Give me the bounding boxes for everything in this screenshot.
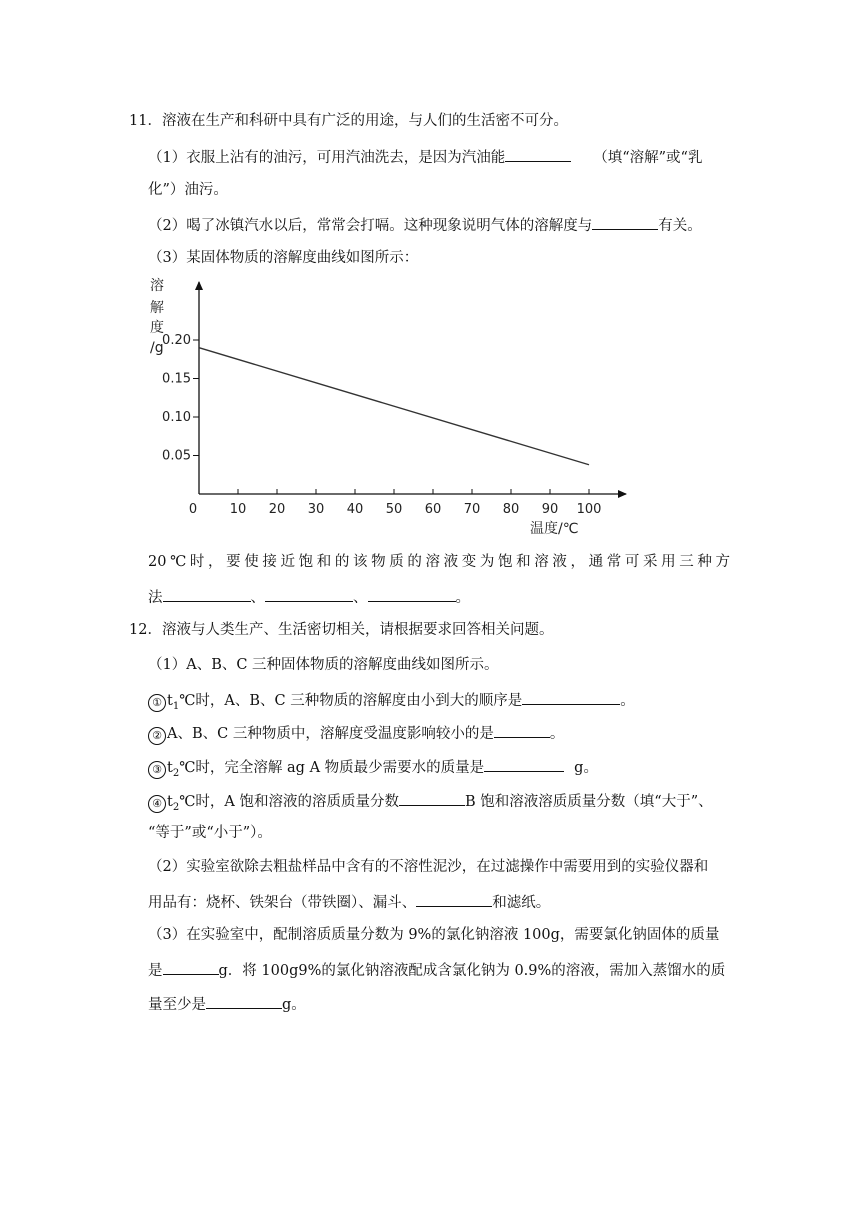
q12-blank-7[interactable]: [206, 993, 282, 1009]
q12-part2-line1: （2）实验室欲除去粗盐样品中含有的不溶性泥沙，在过滤操作中需要用到的实验仪器和: [148, 859, 709, 875]
circled-number-2: ②: [148, 727, 166, 745]
q11-blank-3[interactable]: [163, 586, 251, 602]
q11-part1-line1: [148, 146, 702, 168]
x-tick-label: 30: [307, 502, 325, 517]
q12-part3-text: g．将 100g9%的氯化钠溶液配成含氯化钠为 0.9%的溶液，需加入蒸馏水的质: [218, 963, 726, 979]
q11-part4-line2: [148, 586, 470, 608]
y-tick-label: 0.05: [162, 448, 191, 464]
x-tick-label: 100: [576, 502, 602, 517]
x-axis-label: 温度/℃: [530, 521, 579, 537]
q12-part3-line3: [148, 993, 306, 1015]
q11-part4-line1: 20℃时，要使接近饱和的该物质的溶液变为饱和溶液，通常可采用三种方: [148, 554, 730, 570]
q12-item3-sub: 2: [172, 767, 180, 779]
q12-part3-line1: （3）在实验室中，配制溶质质量分数为 9%的氯化钠溶液 100g，需要氯化钠固体的质量: [148, 927, 720, 943]
circled-number-4: ④: [148, 795, 166, 813]
q11-blank-1[interactable]: [505, 146, 571, 162]
x-tick-label: 80: [502, 502, 520, 517]
x-tick-label: 60: [424, 502, 442, 517]
q11-part2-text: （2）喝了冰镇汽水以后，常常会打嗝。这种现象说明气体的溶解度与: [148, 218, 593, 234]
q12-item1-text: ℃时，A、B、C 三种物质的溶解度由小到大的顺序是: [179, 693, 523, 709]
x-tick-label: 40: [346, 502, 364, 517]
y-tick-label: 0.20: [162, 333, 191, 348]
q12-item1-sub: 1: [172, 700, 180, 712]
q11-blank-4[interactable]: [265, 586, 353, 602]
y-axis-label-char: 溶: [150, 278, 164, 294]
q12-item1-t: t: [167, 693, 173, 709]
y-tick-label: 0.15: [162, 371, 191, 387]
q12-item4-t: t: [167, 794, 173, 810]
q12-item1-end: 。: [620, 693, 635, 709]
y-axis-label-char: /g: [150, 340, 164, 356]
q11-blank-2[interactable]: [592, 214, 658, 230]
x-tick-label: 70: [463, 502, 481, 517]
q11-blank-5[interactable]: [368, 586, 456, 602]
x-tick-label: 10: [229, 502, 247, 517]
q11-part1-line2: 化”）油污。: [148, 182, 228, 198]
q12-blank-5[interactable]: [416, 891, 492, 907]
q12-item2-end: 。: [549, 726, 565, 742]
q12-item4-sub: 2: [172, 801, 180, 813]
x-tick-label: 50: [385, 502, 403, 517]
y-axis-label-char: 解: [150, 300, 164, 316]
q11-part4-end: 。: [455, 590, 470, 606]
q12-item3-t: t: [167, 760, 173, 776]
q12-part3-line2: [148, 959, 725, 981]
solubility-curve: [199, 348, 589, 465]
q12-stem: 12．溶液与人类生产、生活密切相关，请根据要求回答相关问题。: [129, 622, 554, 638]
q12-item2: [148, 722, 564, 745]
q12-item4-line2: “等于”或“小于”）。: [148, 825, 272, 841]
q11-part2: [148, 214, 702, 236]
q12-blank-3[interactable]: [484, 756, 564, 772]
q11-stem: 11．溶液在生产和科研中具有广泛的用途，与人们的生活密不可分。: [129, 113, 568, 129]
q12-blank-2[interactable]: [494, 722, 550, 738]
q12-item4-text: ℃时，A 饱和溶液的溶质质量分数: [179, 794, 400, 810]
q12-part2-end: 和滤纸。: [492, 895, 551, 911]
x-tick-label: 90: [541, 502, 559, 517]
q12-part2-text: 用品有：烧杯、铁架台（带铁圈）、漏斗、: [148, 895, 417, 911]
y-axis-label-char: 度: [150, 320, 164, 336]
q12-part2-line2: [148, 891, 550, 913]
q11-sep-1: 、: [250, 590, 265, 606]
q12-blank-6[interactable]: [163, 959, 219, 975]
q12-part3-prefix: 是: [148, 963, 163, 979]
q11-part4-prefix: 法: [148, 590, 163, 606]
q12-part1: （1）A、B、C 三种固体物质的溶解度曲线如图所示。: [148, 657, 499, 673]
x-tick-label: 0: [188, 502, 198, 517]
q12-blank-1[interactable]: [522, 689, 620, 705]
q11-part2-end: 有关。: [658, 218, 702, 234]
x-tick-label: 20: [268, 502, 286, 517]
q12-item2-text: A、B、C 三种物质中，溶解度受温度影响较小的是: [167, 726, 494, 742]
q12-item4-hint: B 饱和溶液溶质质量分数（填“大于”、: [465, 794, 713, 810]
q12-item3-text: ℃时，完全溶解 ag A 物质最少需要水的质量是: [179, 760, 485, 776]
q12-item3: [148, 756, 598, 784]
q12-item4-line1: [148, 790, 713, 818]
circled-number-3: ③: [148, 761, 166, 779]
q12-part3-prefix2: 量至少是: [148, 997, 206, 1013]
q12-blank-4[interactable]: [399, 790, 465, 806]
q11-sep-2: 、: [353, 590, 368, 606]
solubility-chart: [140, 272, 640, 538]
q11-part1-hint: （填“溶解”或“乳: [593, 150, 703, 166]
q12-item1: [148, 689, 635, 717]
circled-number-1: ①: [148, 694, 166, 712]
q12-part3-end: g。: [282, 997, 306, 1013]
q11-part1-text: （1）衣服上沾有的油污，可用汽油洗去，是因为汽油能: [148, 150, 506, 166]
q11-part3: （3）某固体物质的溶解度曲线如图所示：: [148, 250, 419, 266]
q12-item3-end: g。: [574, 760, 598, 776]
y-tick-label: 0.10: [162, 410, 191, 425]
